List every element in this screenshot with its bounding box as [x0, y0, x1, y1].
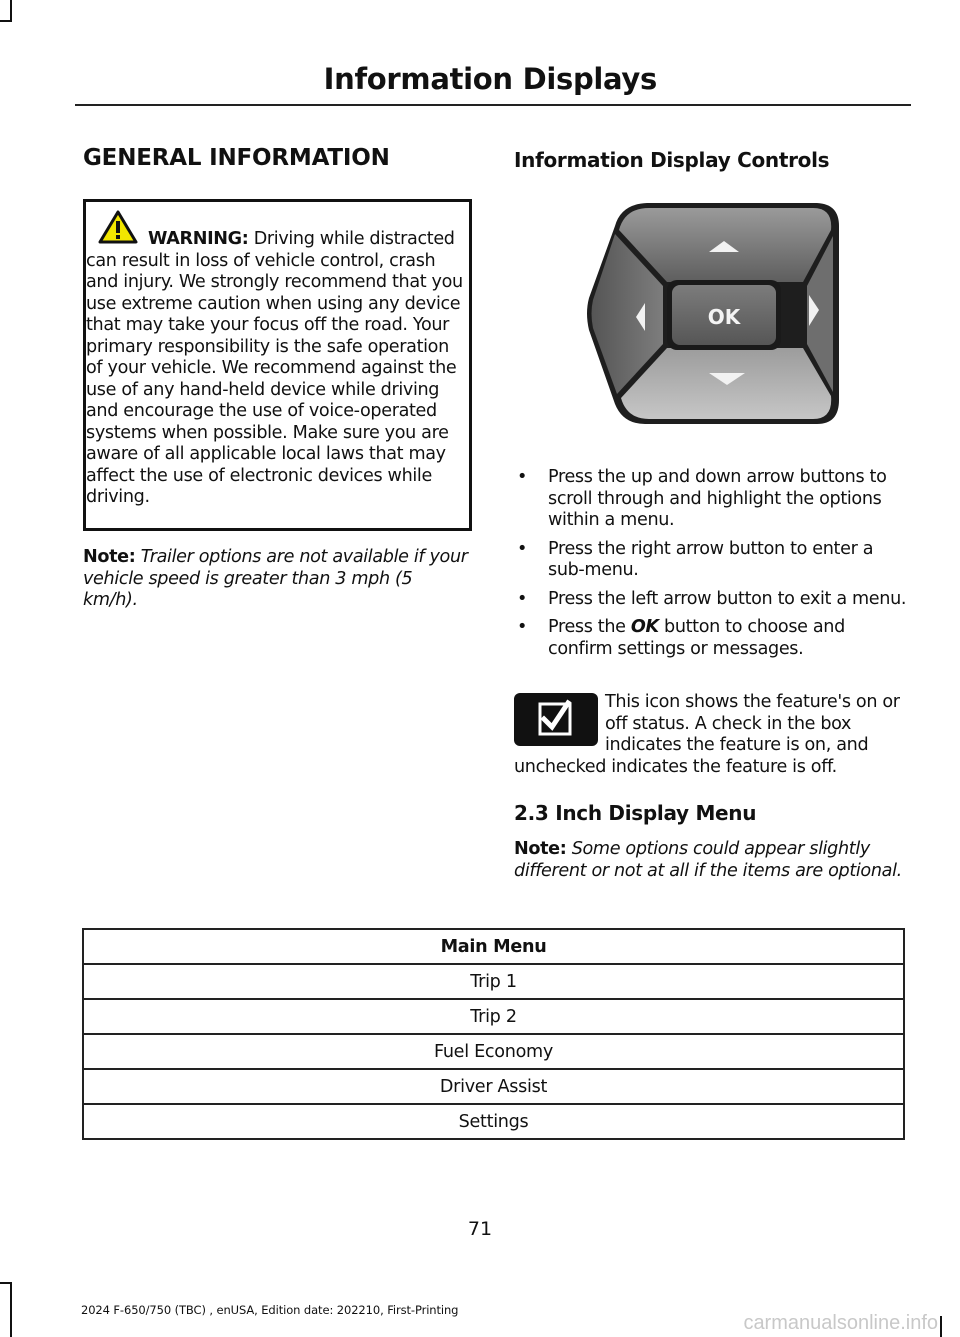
table-row	[83, 964, 904, 999]
list-item	[514, 539, 911, 582]
table-cell: Driver Assist	[83, 1069, 904, 1104]
crop-mark	[940, 1316, 942, 1337]
section-heading-display-controls: Information Display Controls	[514, 148, 830, 172]
table-row	[83, 999, 904, 1034]
table-cell: Trip 1	[83, 964, 904, 999]
warning-label: WARNING:	[148, 229, 249, 249]
bullet-text: Press the up and down arrow buttons to scroll through and highlight the options within a menu.	[548, 467, 887, 530]
bullet-text: Press the right arrow button to enter a sub-menu.	[548, 538, 874, 580]
crop-mark	[0, 1282, 12, 1284]
table-cell: Fuel Economy	[83, 1034, 904, 1069]
list-item	[514, 467, 911, 532]
section-heading-general-information: GENERAL INFORMATION	[83, 145, 390, 171]
table-row	[83, 1034, 904, 1069]
ok-emphasis: OK	[630, 617, 659, 637]
crop-mark	[10, 1282, 12, 1337]
table-row	[83, 1069, 904, 1104]
header-divider	[75, 104, 911, 106]
bullet-text: button to choose and confirm settings or messages.	[548, 617, 845, 659]
warning-box	[83, 199, 472, 531]
bullet-text: Press the	[548, 617, 631, 637]
list-item	[514, 589, 911, 611]
note-label: Note:	[83, 547, 136, 567]
list-item	[514, 617, 911, 660]
crop-mark	[0, 20, 12, 22]
page-number: 71	[467, 1218, 493, 1240]
note-text: Trailer options are not available if your vehicle speed is greater than 3 mph (5 km/h).	[83, 547, 468, 610]
page-title: Information Displays	[323, 62, 657, 96]
table-row	[83, 1104, 904, 1139]
status-text: This icon shows the feature's on or off status. A check in the box indicates the feature is on, and unchecked indicates the feature is off.	[514, 692, 900, 777]
warning-text-rest: can result in loss of vehicle control, crash and injury. We strongly recommend that you use extreme caution when using any device that may take your focus off the road. Your primary responsibility is the safe operation of your vehicle. We recommend against the use of any hand-held device while driving and encourage the use of voice-operated systems when possible. Make sure you are aware of all applicable local laws that may affect the use of electronic devices while driving.	[86, 250, 463, 507]
table-header: Main Menu	[83, 929, 904, 964]
watermark: carmanualsonline.info	[743, 1312, 938, 1334]
dpad-illustration	[585, 200, 842, 427]
section-heading-display-menu: 2.3 Inch Display Menu	[514, 801, 757, 825]
main-menu-table	[82, 928, 905, 1140]
steering-wheel-controls-image	[585, 200, 842, 427]
menu-note	[514, 839, 911, 882]
bullet-icon: •	[517, 617, 528, 637]
table-cell: Trip 2	[83, 999, 904, 1034]
controls-bullet-list	[514, 467, 911, 667]
trailer-note	[83, 547, 472, 612]
bullet-icon: •	[517, 588, 528, 609]
warning-text-first: Driving while distracted	[248, 229, 455, 249]
bullet-icon: •	[517, 538, 528, 559]
left-column	[83, 145, 472, 610]
table-cell: Settings	[83, 1104, 904, 1139]
table-header-row	[83, 929, 904, 964]
ok-label: OK	[707, 305, 741, 329]
status-icon-description	[514, 692, 911, 778]
footer-edition-info: 2024 F-650/750 (TBC) , enUSA, Edition date: 202210, First-Printing	[81, 1303, 459, 1317]
note-text: Some options could appear slightly different or not at all if the items are optional.	[514, 839, 902, 881]
bullet-text: Press the left arrow button to exit a menu.	[548, 588, 907, 609]
bullet-icon: •	[517, 467, 528, 487]
note-label: Note:	[514, 839, 567, 859]
crop-mark	[10, 0, 12, 20]
